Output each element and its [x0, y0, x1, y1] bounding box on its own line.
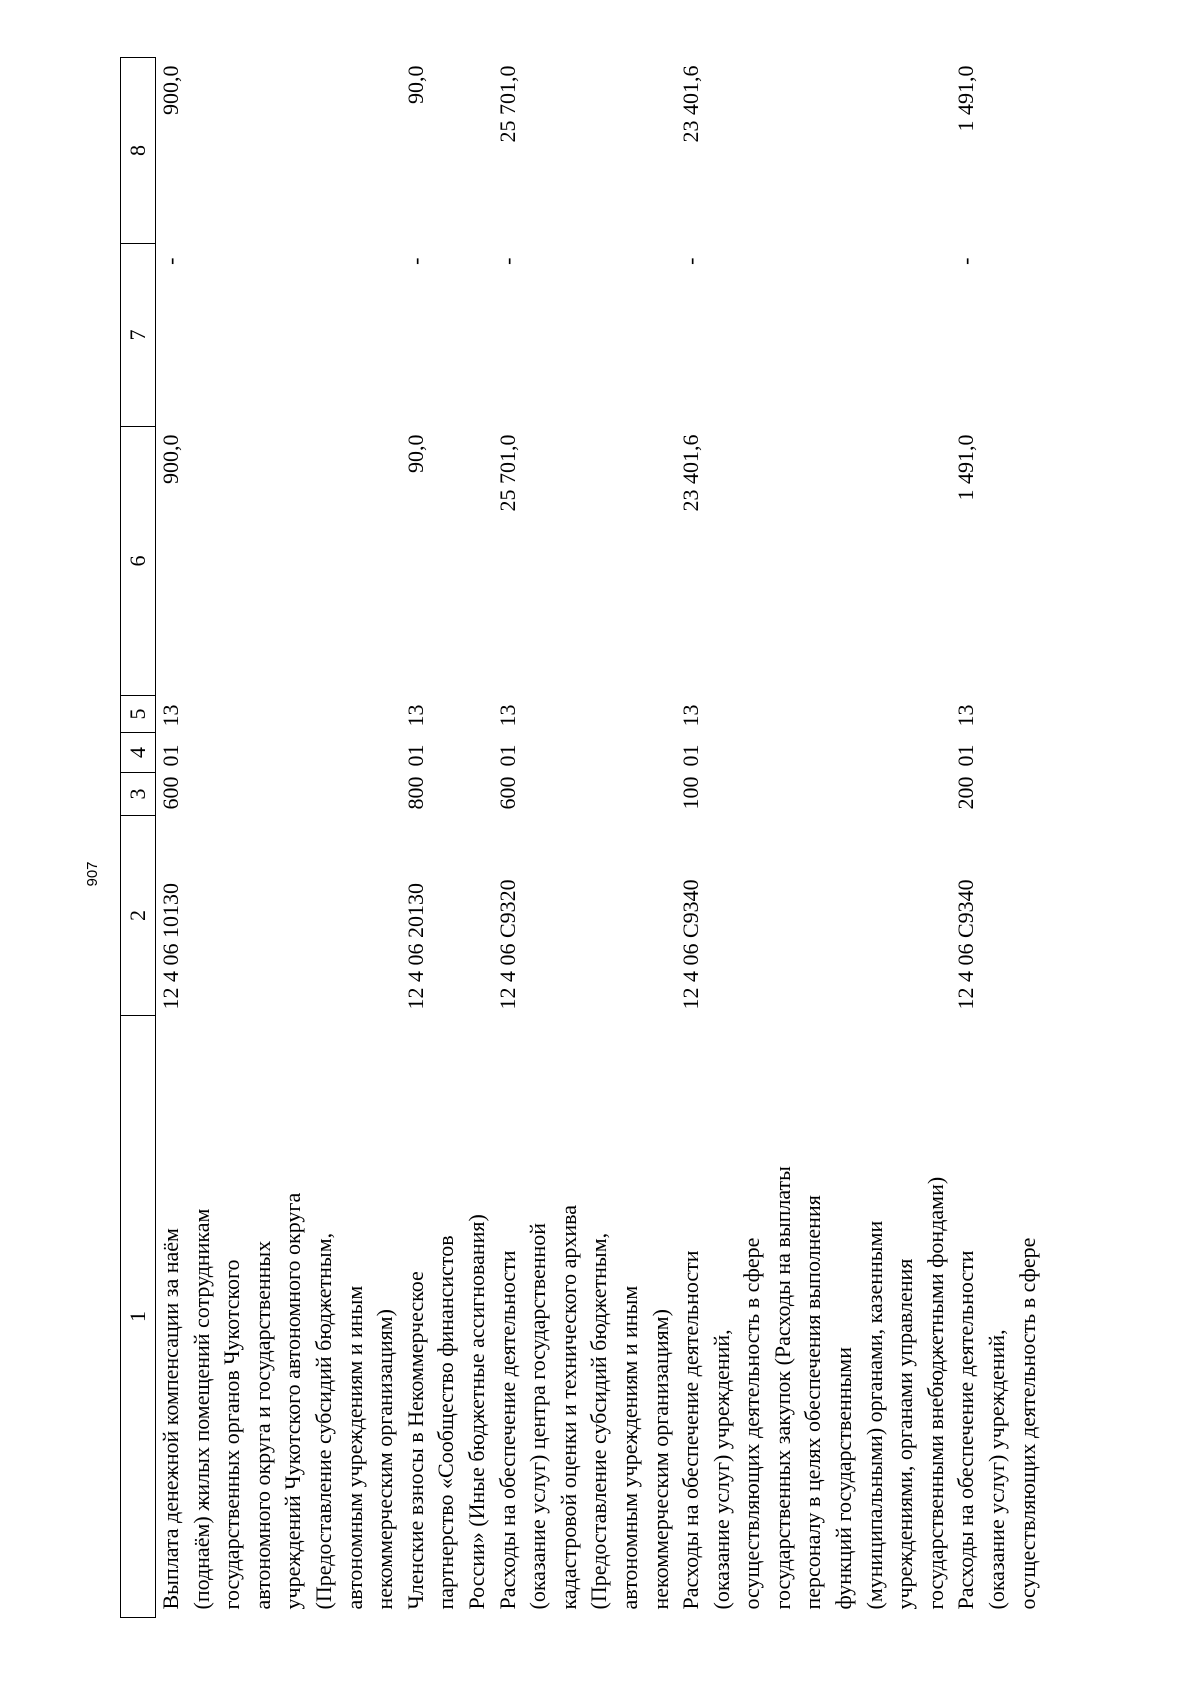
row-code: 12 4 06 20130: [402, 883, 428, 1010]
row-amount-col7: -: [402, 257, 428, 265]
row-section: 01: [953, 744, 979, 767]
description-line: осуществляющих деятельность в сфере: [739, 1237, 765, 1610]
description-line: автономного округа и государственных: [249, 1240, 275, 1610]
description-line: персоналу в целях обеспечения выполнения: [800, 1195, 826, 1610]
table-row: [676, 58, 951, 1618]
column-header: 3: [121, 773, 156, 816]
description-line: некоммерческим организациям): [372, 1309, 398, 1610]
row-subsection: 13: [158, 704, 183, 727]
row-subsection: 13: [402, 704, 428, 727]
row-subsection: 13: [494, 704, 520, 727]
table-body: [156, 58, 1044, 1618]
row-amount-col8: 1 491,0: [953, 65, 979, 132]
column-header: 7: [121, 244, 156, 427]
row-description: [951, 1016, 1043, 1618]
row-expense-type: 600: [494, 776, 520, 810]
description-line: некоммерческим организациям): [647, 1309, 673, 1610]
description-line: государственных закупок (Расходы на выплаты: [769, 1166, 795, 1610]
row-section: 01: [494, 744, 520, 767]
column-header: 6: [121, 427, 156, 696]
row-expense-type: 100: [678, 776, 704, 810]
description-line: (Предоставление субсидий бюджетным,: [586, 1232, 612, 1610]
table-row: [493, 58, 677, 1618]
description-line: функций государственными: [831, 1347, 857, 1610]
row-amount-col8: 90,0: [402, 65, 428, 104]
header-row: [121, 58, 156, 1618]
row-description: [676, 1016, 951, 1618]
row-expense-type: 200: [953, 776, 979, 810]
description-line: (поднаём) жилых помещений сотрудникам: [188, 1208, 214, 1610]
description-line: учреждений Чукотского автономного округа: [280, 1192, 306, 1610]
row-amount-col6: 23 401,6: [678, 434, 704, 512]
row-code: 12 4 06 С9340: [678, 879, 704, 1010]
row-amount-col8: 23 401,6: [678, 65, 704, 143]
row-code: 12 4 06 10130: [158, 883, 183, 1010]
row-section: 01: [402, 744, 428, 767]
description-line: государственных органов Чукотского: [219, 1259, 245, 1610]
row-section: 01: [158, 744, 183, 767]
table-row: [401, 58, 493, 1618]
rotated-table-container: [120, 58, 1072, 1618]
description-line: (Предоставление субсидий бюджетным,: [310, 1232, 336, 1610]
row-expense-type: 600: [158, 776, 183, 810]
column-header: 4: [121, 733, 156, 773]
row-description: [156, 1016, 401, 1618]
row-amount-col7: -: [158, 257, 183, 265]
table-row: [156, 58, 401, 1618]
description-line: Расходы на обеспечение деятельности: [678, 1250, 704, 1610]
row-amount-col6: 90,0: [402, 434, 428, 473]
row-amount-col6: 900,0: [158, 434, 183, 484]
description-line: кадастровой оценки и технического архива: [555, 1204, 581, 1610]
description-line: Расходы на обеспечение деятельности: [953, 1250, 979, 1610]
column-header: 8: [121, 58, 156, 244]
column-header: 1: [121, 1016, 156, 1618]
row-expense-type: 800: [402, 776, 428, 810]
row-description: [401, 1016, 493, 1618]
description-line: автономным учреждениям и иным: [341, 1285, 367, 1610]
description-line: (оказание услуг) учреждений,: [984, 1329, 1010, 1610]
table-row: [951, 58, 1043, 1618]
row-amount-col7: -: [494, 257, 520, 265]
description-line: Членские взносы в Некоммерческое: [402, 1271, 428, 1610]
row-amount-col7: -: [678, 257, 704, 265]
description-line: (оказание услуг) учреждений,: [708, 1329, 734, 1610]
column-header: 5: [121, 696, 156, 733]
description-line: Выплата денежной компенсации за наём: [158, 1228, 183, 1610]
row-amount-col6: 25 701,0: [494, 434, 520, 512]
row-amount-col8: 900,0: [158, 65, 183, 115]
description-line: (оказание услуг) центра государственной: [525, 1222, 551, 1610]
description-line: автономным учреждениям и иным: [616, 1285, 642, 1610]
budget-table: [120, 57, 1043, 1618]
row-code: 12 4 06 С9340: [953, 879, 979, 1010]
description-line: России» (Иные бюджетные ассигнования): [463, 1214, 489, 1610]
row-amount-col7: -: [953, 257, 979, 265]
row-subsection: 13: [953, 704, 979, 727]
row-amount-col8: 25 701,0: [494, 65, 520, 143]
description-line: государственными внебюджетными фондами): [922, 1176, 948, 1610]
page-number: 907: [84, 861, 101, 887]
description-line: партнерство «Сообщество финансистов: [433, 1235, 459, 1610]
description-line: Расходы на обеспечение деятельности: [494, 1250, 520, 1610]
row-amount-col6: 1 491,0: [953, 434, 979, 501]
row-code: 12 4 06 С9320: [494, 879, 520, 1010]
description-line: учреждениями, органами управления: [892, 1258, 918, 1610]
row-section: 01: [678, 744, 704, 767]
column-header: 2: [121, 816, 156, 1016]
row-subsection: 13: [678, 704, 704, 727]
description-line: (муниципальными) органами, казенными: [861, 1220, 887, 1610]
row-description: [493, 1016, 677, 1618]
description-line: осуществляющих деятельность в сфере: [1014, 1237, 1040, 1610]
